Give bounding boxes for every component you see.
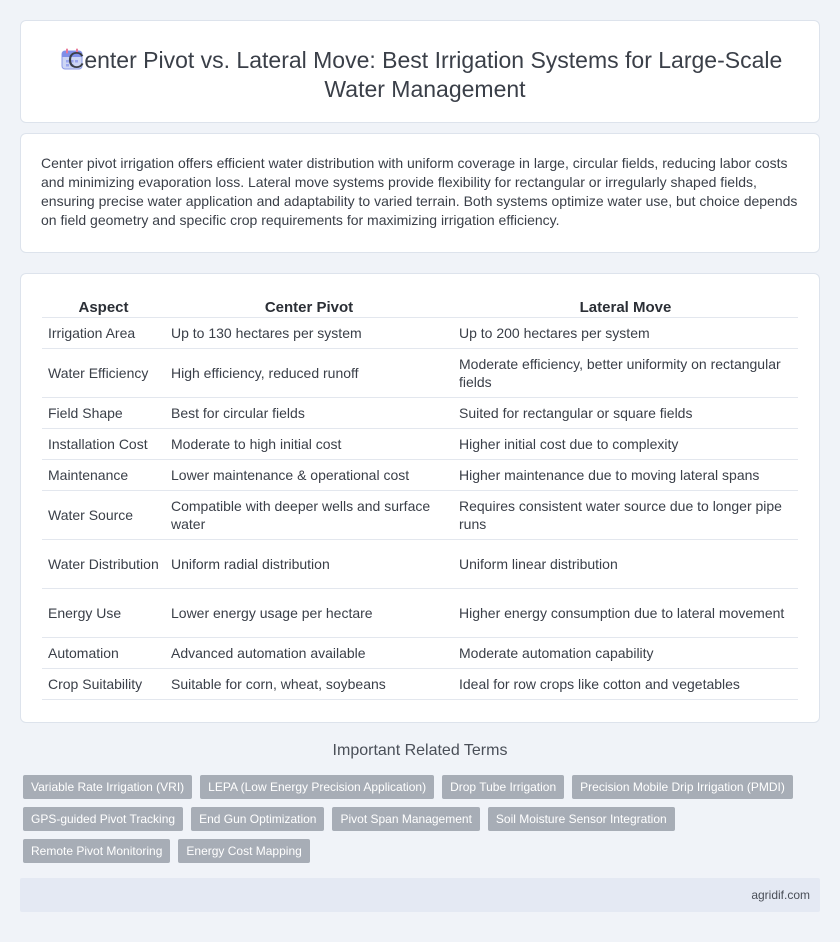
table-header-row [42, 296, 798, 318]
cell-lateral-move: Suited for rectangular or square fields [453, 398, 798, 429]
header-center-pivot: Center Pivot [165, 296, 453, 318]
cell-aspect: Water Distribution [42, 540, 165, 589]
cell-center-pivot: Up to 130 hectares per system [165, 318, 453, 349]
cell-lateral-move: Higher initial cost due to complexity [453, 429, 798, 460]
table-row [42, 638, 798, 669]
cell-center-pivot: Suitable for corn, wheat, soybeans [165, 669, 453, 700]
cell-lateral-move: Up to 200 hectares per system [453, 318, 798, 349]
term-tag[interactable]: GPS-guided Pivot Tracking [23, 807, 183, 831]
cell-aspect: Irrigation Area [42, 318, 165, 349]
footer-site-link[interactable]: agridif.com [751, 888, 810, 902]
table-row [42, 491, 798, 540]
related-terms-title: Important Related Terms [332, 742, 508, 759]
table-row [42, 318, 798, 349]
cell-aspect: Crop Suitability [42, 669, 165, 700]
header-lateral-move: Lateral Move [453, 296, 798, 318]
cell-lateral-move: Higher energy consumption due to lateral movement [453, 589, 798, 638]
comparison-table [42, 296, 798, 700]
cell-aspect: Maintenance [42, 460, 165, 491]
term-tag[interactable]: Variable Rate Irrigation (VRI) [23, 775, 192, 799]
term-tag[interactable]: End Gun Optimization [191, 807, 324, 831]
related-terms-list [23, 775, 823, 863]
cell-lateral-move: Higher maintenance due to moving lateral spans [453, 460, 798, 491]
term-tag[interactable]: Soil Moisture Sensor Integration [488, 807, 675, 831]
cell-lateral-move: Uniform linear distribution [453, 540, 798, 589]
cell-center-pivot: Moderate to high initial cost [165, 429, 453, 460]
table-row [42, 540, 798, 589]
term-tag[interactable]: Drop Tube Irrigation [442, 775, 564, 799]
cell-center-pivot: Uniform radial distribution [165, 540, 453, 589]
cell-lateral-move: Ideal for row crops like cotton and vegetables [453, 669, 798, 700]
table-row [42, 669, 798, 700]
header-aspect: Aspect [42, 296, 165, 318]
cell-center-pivot: Lower energy usage per hectare [165, 589, 453, 638]
table-row [42, 429, 798, 460]
table-row [42, 589, 798, 638]
cell-center-pivot: High efficiency, reduced runoff [165, 349, 453, 398]
cell-center-pivot: Best for circular fields [165, 398, 453, 429]
term-tag[interactable]: Precision Mobile Drip Irrigation (PMDI) [572, 775, 793, 799]
intro-card [20, 133, 820, 253]
cell-aspect: Field Shape [42, 398, 165, 429]
footer [20, 878, 820, 912]
cell-aspect: Water Efficiency [42, 349, 165, 398]
term-tag[interactable]: LEPA (Low Energy Precision Application) [200, 775, 434, 799]
table-row [42, 460, 798, 491]
cell-aspect: Water Source [42, 491, 165, 540]
term-tag[interactable]: Energy Cost Mapping [178, 839, 309, 863]
table-row [42, 398, 798, 429]
term-tag[interactable]: Pivot Span Management [332, 807, 479, 831]
cell-center-pivot: Advanced automation available [165, 638, 453, 669]
cell-lateral-move: Moderate automation capability [453, 638, 798, 669]
cell-aspect: Automation [42, 638, 165, 669]
comparison-table-card [20, 273, 820, 723]
term-tag[interactable]: Remote Pivot Monitoring [23, 839, 170, 863]
cell-aspect: Installation Cost [42, 429, 165, 460]
cell-lateral-move: Requires consistent water source due to longer pipe runs [453, 491, 798, 540]
cell-aspect: Energy Use [42, 589, 165, 638]
header-card [20, 20, 820, 123]
table-row [42, 349, 798, 398]
cell-center-pivot: Lower maintenance & operational cost [165, 460, 453, 491]
page-title: Center Pivot vs. Lateral Move: Best Irrigation Systems for Large-Scale Water Management [67, 47, 783, 102]
cell-lateral-move: Moderate efficiency, better uniformity on rectangular fields [453, 349, 798, 398]
cell-center-pivot: Compatible with deeper wells and surface water [165, 491, 453, 540]
intro-paragraph: Center pivot irrigation offers efficient water distribution with uniform coverage in large, circular fields, reducing labor costs and minimizing evaporation loss. Lateral move systems provide flexibility for rectangular or irregularly shaped fields, ensuring precise water application and adaptability to varied terrain. Both systems optimize water use, but choice depends on field geometry and specific crop requirements for maximizing irrigation efficiency. [41, 155, 798, 228]
